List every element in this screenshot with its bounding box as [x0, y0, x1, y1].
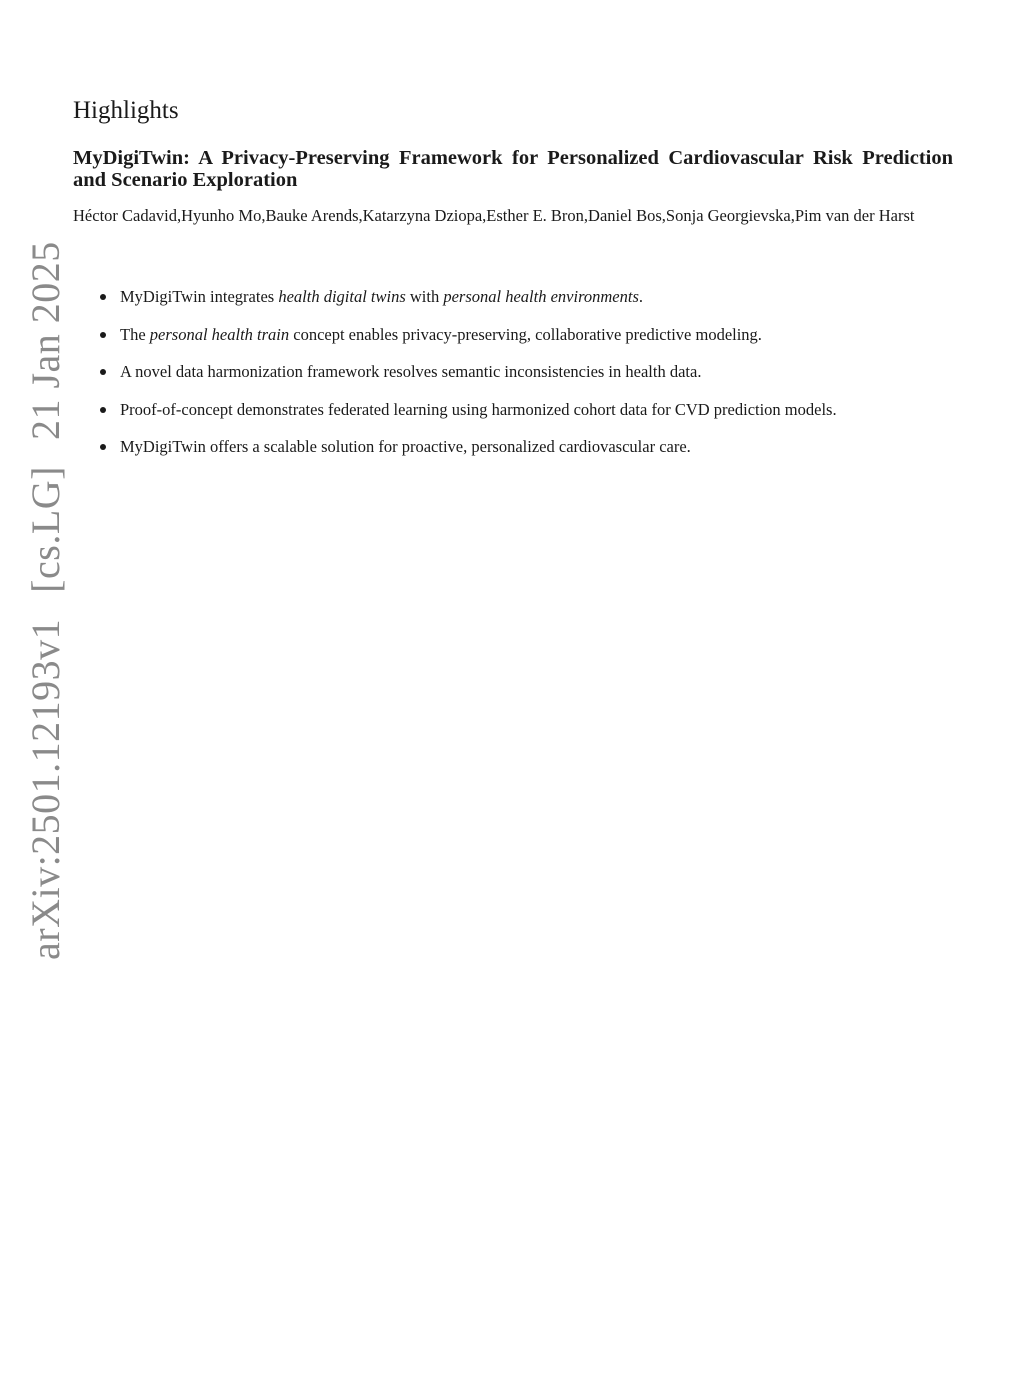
- highlight-text: MyDigiTwin offers a scalable solution for proactive, personalized cardiovascular care.: [120, 437, 691, 456]
- highlight-text: with: [405, 287, 444, 306]
- highlight-emphasis: health digital twins: [278, 287, 406, 306]
- highlight-item: [100, 361, 960, 399]
- arxiv-date: 21 Jan 2025: [23, 241, 68, 441]
- arxiv-id: arXiv:2501.12193v1: [23, 618, 68, 960]
- section-heading: Highlights: [73, 97, 179, 124]
- paper-authors: Héctor Cadavid,Hyunho Mo,Bauke Arends,Katarzyna Dziopa,Esther E. Bron,Daniel Bos,Sonja Georgievska,Pim van der Harst: [73, 206, 915, 225]
- bullet-icon: [100, 369, 106, 375]
- paper-title: MyDigiTwin: A Privacy-Preserving Framework for Personalized Cardiovascular Risk Prediction and Scenario Exploration: [73, 147, 953, 191]
- highlight-text: .: [638, 287, 644, 306]
- highlight-text: MyDigiTwin integrates: [120, 287, 279, 306]
- highlight-emphasis: personal health train: [149, 324, 290, 344]
- bullet-icon: [100, 294, 106, 300]
- highlight-text: A novel data harmonization framework resolves semantic inconsistencies in health data.: [120, 362, 702, 381]
- highlight-item: [100, 436, 960, 474]
- highlight-emphasis: personal health environments: [443, 287, 639, 306]
- bullet-icon: [100, 332, 106, 338]
- highlight-item: [100, 286, 960, 324]
- highlights-list: [100, 286, 960, 474]
- highlight-item: [100, 324, 960, 362]
- highlight-item: [100, 399, 960, 437]
- highlight-text: Proof-of-concept demonstrates federated learning using harmonized cohort data for CVD prediction models.: [120, 399, 837, 419]
- highlight-text: The: [120, 324, 150, 344]
- bullet-icon: [100, 444, 106, 450]
- arxiv-category: [cs.LG]: [23, 466, 68, 593]
- highlight-text: concept enables privacy-preserving, collaborative predictive modeling.: [289, 324, 762, 344]
- arxiv-stamp: [23, 215, 68, 960]
- bullet-icon: [100, 407, 106, 413]
